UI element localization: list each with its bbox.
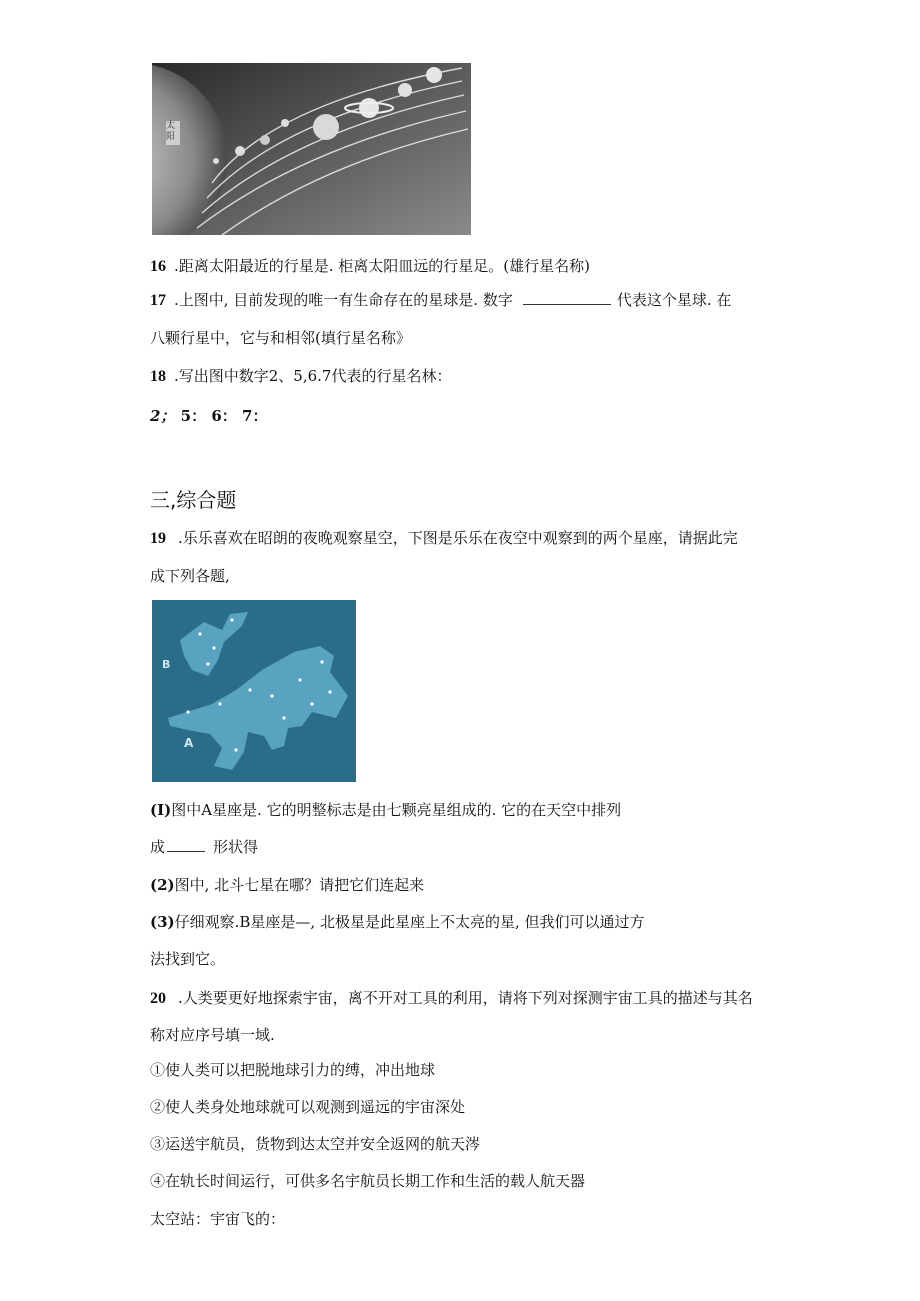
list-item: ①使人类可以把脱地球引力的缚，冲出地球 <box>150 1061 436 1079</box>
answer-blank[interactable] <box>167 837 205 852</box>
question-19: 19 .乐乐喜欢在昭朗的夜晚观察星空，下图是乐乐在夜空中观察到的两个星座，请据此完 <box>150 529 738 547</box>
question-19-line2: 成下列各题, <box>150 567 230 585</box>
question-18: 18 .写出图中数字2、5,6.7代表的行星名林： <box>150 367 452 385</box>
question-19-1: (I)图中A星座是. 它的明整标志是由七颗亮星组成的. 它的在天空中排列 <box>150 801 622 819</box>
constellation-image <box>152 600 356 782</box>
question-17: 17 .上图中, 目前发现的唯一有生命存在的星球是. 数字 代表这个星球. 在 <box>150 291 732 309</box>
solar-system-image <box>152 63 471 235</box>
question-16: 16 .距离太阳最近的行星是. 柜离太阳皿远的行星足。(雄行星名称) <box>150 257 591 275</box>
sun-label: 太阳 <box>166 121 176 142</box>
question-19-3-line2: 法找到它。 <box>150 950 226 968</box>
question-18-answers: 2； 5： 6： 7： <box>150 407 268 425</box>
question-20-answer-line: 太空站：宇宙飞的： <box>150 1210 286 1228</box>
question-17-line2: 八颗行星中，它与和相邻(填行星名称》 <box>150 329 411 347</box>
constellation-b-label: B <box>162 658 171 671</box>
question-20-line2: 称对应序号填一域. <box>150 1026 275 1044</box>
question-19-1-line2: 成 形状得 <box>150 838 259 856</box>
list-item: ④在轨长时间运行，可供多名宇航员长期工作和生活的载人航天器 <box>150 1172 586 1190</box>
list-item: ②使人类身处地球就可以观测到遥远的宇宙深处 <box>150 1098 466 1116</box>
answer-blank[interactable] <box>523 290 611 305</box>
list-item: ③运送宇航员，货物到达太空并安全返网的航天涔 <box>150 1135 481 1153</box>
question-19-3: (3)仔细观察.B星座是—, 北极星是此星座上不太亮的星, 但我们可以通过方 <box>150 913 645 931</box>
section-heading: 三,综合题 <box>150 488 237 512</box>
question-19-2: (2)图中, 北斗七星在哪？请把它们连起来 <box>150 876 425 894</box>
constellation-a-label: A <box>184 736 194 750</box>
question-20: 20 .人类要更好地探索宇宙，离不开对工具的利用，请将下列对探测宇宙工具的描述与其名 <box>150 989 753 1007</box>
